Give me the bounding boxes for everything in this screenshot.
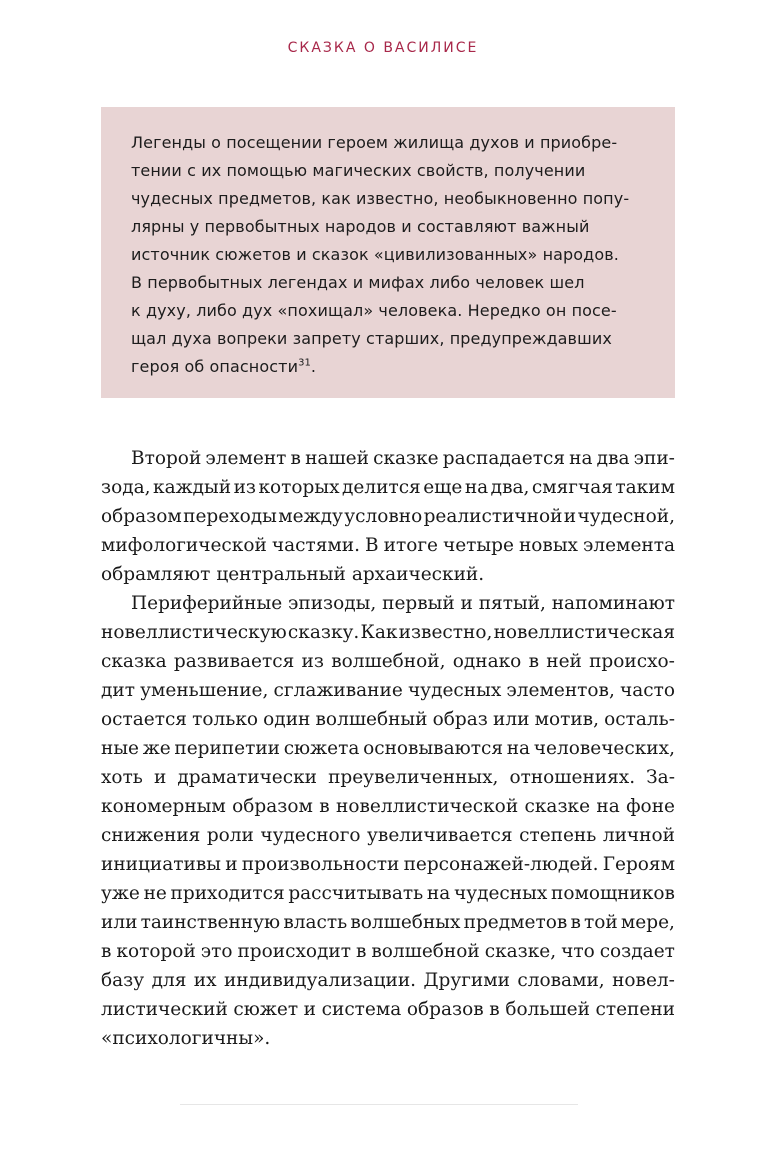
word: драматически <box>177 767 318 788</box>
word: зода, <box>101 477 151 498</box>
word: их <box>193 970 217 991</box>
word: волшебных <box>350 912 461 933</box>
word: увеличивается <box>367 825 513 846</box>
word: условно <box>344 506 423 527</box>
word: преувеличенных, <box>328 767 499 788</box>
paragraph-line <box>101 792 675 821</box>
word: уменьшение, <box>140 680 269 701</box>
word: или <box>101 912 138 933</box>
word: однако <box>452 651 522 672</box>
word: персонажей-людей. <box>403 854 599 875</box>
word: человеческих, <box>533 738 675 759</box>
word: архаический. <box>351 564 485 585</box>
word: элементов, <box>506 680 615 701</box>
word: сюжет <box>233 999 299 1020</box>
word: происхо- <box>589 651 675 672</box>
word: За- <box>646 767 675 788</box>
word: основываются <box>363 738 504 759</box>
word: и <box>303 999 317 1020</box>
word: создает <box>599 941 675 962</box>
paragraph-line <box>101 676 675 705</box>
paragraph-line <box>101 995 675 1024</box>
quote-tail: . <box>310 357 316 376</box>
word: снижения <box>101 825 201 846</box>
word: осталь- <box>604 709 675 730</box>
paragraph-line <box>101 763 675 792</box>
quote-line: к духу, либо дух «похищал» человека. Нередко он посе- <box>131 301 617 320</box>
word: элемент <box>205 448 287 469</box>
word: образом <box>232 796 313 817</box>
word: большей <box>505 999 590 1020</box>
word: таким <box>615 477 675 498</box>
paragraph-line <box>101 1024 675 1053</box>
word: инициативы <box>101 854 221 875</box>
word: в <box>290 448 301 469</box>
word: первый <box>382 593 455 614</box>
word: нашей <box>305 448 369 469</box>
word: волшебный <box>315 709 428 730</box>
paragraph-line <box>101 850 675 879</box>
word: на <box>464 477 489 498</box>
word: мере, <box>620 912 675 933</box>
quote-line: героя об опасности <box>131 357 299 376</box>
footnote-reference[interactable]: 31 <box>298 357 311 369</box>
word: листический <box>101 999 228 1020</box>
word: степени <box>595 999 675 1020</box>
word: ней <box>546 651 582 672</box>
word: в <box>528 651 539 672</box>
word: базу <box>101 970 145 991</box>
word: чудесного <box>260 825 361 846</box>
word: роли <box>206 825 254 846</box>
word: четыре <box>442 535 514 556</box>
word: Второй <box>131 448 202 469</box>
word: из <box>301 651 324 672</box>
word: сказку. <box>287 622 360 643</box>
word: распадается <box>442 448 566 469</box>
word: волшебной <box>371 941 480 962</box>
paragraph-line <box>101 444 675 473</box>
word: В <box>365 535 379 556</box>
word: система <box>321 999 402 1020</box>
word: развивается <box>173 651 295 672</box>
word: реалистичной <box>423 506 563 527</box>
footer-divider <box>180 1104 578 1105</box>
word: один <box>263 709 311 730</box>
word: пятый, <box>478 593 546 614</box>
word: приходится <box>170 883 285 904</box>
word: перипетии <box>174 738 280 759</box>
word: кономерным <box>101 796 226 817</box>
word: часто <box>619 680 675 701</box>
quote-line: В первобытных легендах и мифах либо человек шел <box>131 273 585 292</box>
word: что <box>561 941 595 962</box>
quote-line: тении с их помощью магических свойств, получении <box>131 161 586 180</box>
word: два <box>596 448 630 469</box>
word: хоть <box>101 767 143 788</box>
word: образов <box>406 999 484 1020</box>
word: «психологичны». <box>101 1028 271 1049</box>
word: напоминают <box>551 593 675 614</box>
word: индивидуализации. <box>223 970 417 991</box>
word: дит <box>101 680 135 701</box>
paragraph-line <box>101 589 675 618</box>
word: делится <box>342 477 421 498</box>
word: фоне <box>626 796 675 817</box>
word: новых <box>518 535 578 556</box>
paragraph-line <box>101 821 675 850</box>
word: волшебной, <box>331 651 446 672</box>
paragraph-line <box>101 647 675 676</box>
word: сказка <box>101 651 167 672</box>
word: не <box>143 883 167 904</box>
word: в <box>489 999 500 1020</box>
word: еще <box>423 477 463 498</box>
word: только <box>192 709 259 730</box>
word: той <box>584 912 618 933</box>
word: Героям <box>602 854 675 875</box>
word: известно, <box>398 622 493 643</box>
paragraph-line <box>101 473 675 502</box>
word: в <box>319 796 330 817</box>
word: мотив, <box>534 709 599 730</box>
paragraph-line <box>101 531 675 560</box>
quote-line: Легенды о посещении героем жилища духов и приобре- <box>131 133 618 152</box>
word: переходы <box>183 506 277 527</box>
word: словами, <box>517 970 605 991</box>
word: образом <box>101 506 182 527</box>
word: между <box>278 506 343 527</box>
word: новеллистическую <box>101 622 287 643</box>
word: смягчая <box>531 477 613 498</box>
word: Периферийные <box>131 593 283 614</box>
word: же <box>142 738 171 759</box>
word: элемента <box>583 535 675 556</box>
quote-line: чудесных предметов, как известно, необыкновенно попу- <box>131 189 630 208</box>
word: эпизоды, <box>288 593 377 614</box>
word: ные <box>101 738 140 759</box>
word: Как <box>360 622 398 643</box>
word: личной <box>602 825 675 846</box>
word: мифологической <box>101 535 267 556</box>
word: на <box>596 796 620 817</box>
word: отношениях. <box>509 767 636 788</box>
word: из <box>233 477 256 498</box>
paragraph-line <box>101 966 675 995</box>
word: новеллистической <box>335 796 519 817</box>
word: образ <box>432 709 488 730</box>
word: и <box>460 593 473 614</box>
word: которых <box>258 477 340 498</box>
word: помощников <box>550 883 675 904</box>
word: сказке <box>373 448 439 469</box>
word: частями. <box>271 535 360 556</box>
word: сглаживание <box>273 680 403 701</box>
paragraph-line <box>101 734 675 763</box>
word: каждый <box>153 477 232 498</box>
word: сказке <box>524 796 591 817</box>
word: рассчитывать <box>288 883 424 904</box>
word: чудесных <box>453 883 548 904</box>
word: остается <box>101 709 187 730</box>
word: на <box>506 738 531 759</box>
paragraph-line <box>101 560 675 589</box>
word: Другими <box>423 970 510 991</box>
word: это <box>200 941 233 962</box>
word: и <box>153 767 167 788</box>
word: сюжета <box>283 738 360 759</box>
paragraph-line <box>101 937 675 966</box>
word: эпи- <box>633 448 675 469</box>
word: власть <box>283 912 348 933</box>
word: чудесной, <box>577 506 675 527</box>
word: которой <box>116 941 196 962</box>
word: на <box>569 448 593 469</box>
paragraph-line <box>101 618 675 647</box>
quote-box <box>101 107 675 398</box>
running-header: СКАЗКА О ВАСИЛИСЕ <box>287 40 479 56</box>
word: чудесных <box>407 680 502 701</box>
word: предметов <box>463 912 568 933</box>
word: уже <box>101 883 140 904</box>
word: обрамляют <box>101 564 211 585</box>
paragraph-line <box>101 879 675 908</box>
word: или <box>493 709 530 730</box>
word: таинственную <box>140 912 281 933</box>
quote-line: щал духа вопреки запрету старших, предупреждавших <box>131 329 612 348</box>
word: итоге <box>383 535 438 556</box>
word: сказке, <box>484 941 557 962</box>
word: два, <box>490 477 530 498</box>
word: в <box>101 941 112 962</box>
word: степень <box>519 825 597 846</box>
word: новел- <box>612 970 675 991</box>
paragraph-line <box>101 705 675 734</box>
word: центральный <box>216 564 346 585</box>
word: для <box>151 970 187 991</box>
quote-line: источник сюжетов и сказок «цивилизованных» народов. <box>131 245 619 264</box>
word: на <box>426 883 451 904</box>
word: произвольности <box>241 854 400 875</box>
word: новеллистическая <box>493 622 675 643</box>
paragraph-line <box>101 502 675 531</box>
word: в <box>355 941 367 962</box>
paragraph-line <box>101 908 675 937</box>
word: происходит <box>237 941 351 962</box>
word: в <box>570 912 581 933</box>
quote-line: лярны у первобытных народов и составляют важный <box>131 217 590 236</box>
word: и <box>225 854 238 875</box>
body-text <box>101 444 675 1053</box>
word: и <box>563 506 577 527</box>
